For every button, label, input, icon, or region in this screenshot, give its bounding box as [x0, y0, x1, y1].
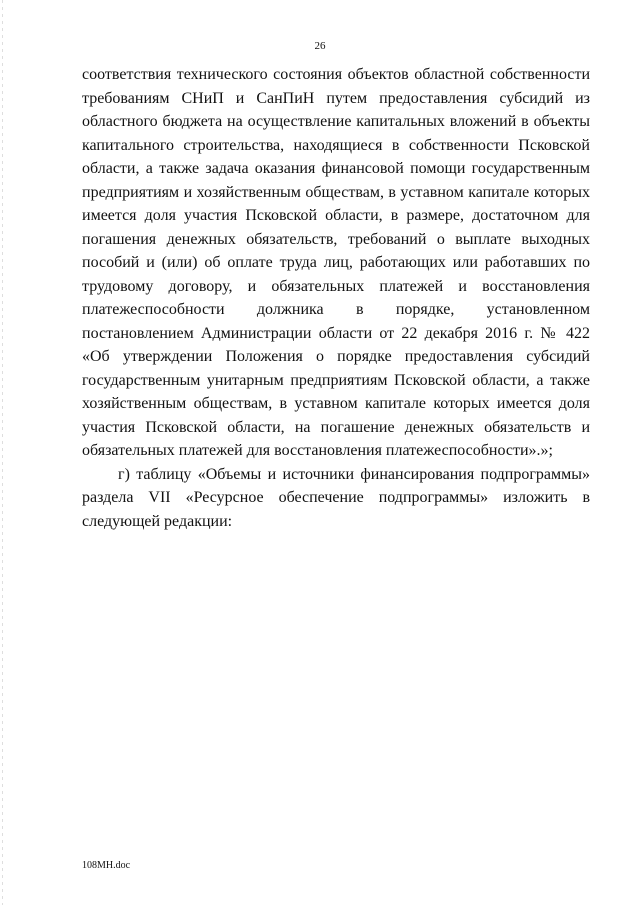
body-line: платежеспособности должника в порядке, установленном: [82, 301, 590, 318]
footer-filename: 108МН.doc: [82, 860, 131, 871]
body-line: областного бюджета на осуществление капитальных вложений в объекты: [82, 113, 590, 130]
body-line: капитального строительства, находящиеся в собственности Псковской: [82, 136, 590, 154]
body-line: государственным унитарным предприятиям Псковской области, а также: [82, 371, 590, 389]
body-line: имеется доля участия Псковской области, в размере, достаточном для: [82, 207, 590, 224]
body-line: г) таблицу «Объемы и источники финансирования подпрограммы»: [118, 465, 590, 483]
body-line: соответствия технического состояния объектов областной собственности: [82, 66, 590, 83]
body-line: предприятиям и хозяйственным обществам, в уставном капитале которых: [82, 183, 590, 201]
body-line: участия Псковской области, на погашение денежных обязательств и: [82, 418, 590, 436]
body-line: следующей редакции:: [82, 512, 233, 530]
body-line: раздела VII «Ресурсное обеспечение подпрограммы» изложить в: [82, 489, 590, 506]
page-number: 26: [314, 40, 326, 52]
body-line: погашения денежных обязательств, требований о выплате выходных: [82, 230, 590, 248]
body-line: постановлением Администрации области от 22 декабря 2016 г. № 422: [82, 324, 590, 342]
body-line: трудовому договору, и обязательных платежей и восстановления: [82, 277, 590, 295]
body-line: хозяйственным обществам, в уставном капитале которых имеется доля: [82, 395, 590, 412]
scan-edge: [2, 0, 3, 905]
body-line: обязательных платежей для восстановления платежеспособности».»;: [82, 442, 553, 459]
body-line: области, а также задача оказания финансовой помощи государственным: [82, 160, 590, 177]
document-body: [82, 63, 590, 533]
body-line: требованиям СНиП и СанПиН путем предоставления субсидий из: [82, 89, 590, 107]
body-line: «Об утверждении Положения о порядке предоставления субсидий: [82, 348, 590, 365]
body-line: пособий и (или) об оплате труда лиц, работающих или работавших по: [82, 254, 590, 271]
